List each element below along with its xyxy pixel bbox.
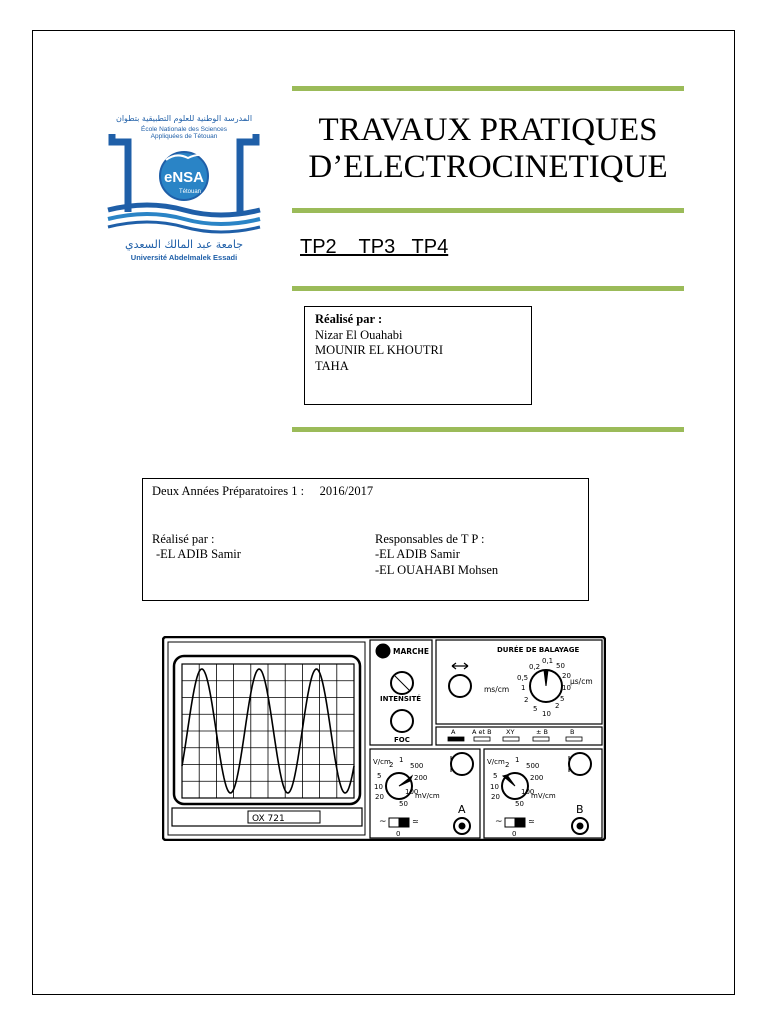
authors-box: [304, 306, 532, 405]
osc-vcm-b: V/cm: [487, 758, 505, 766]
info-box: [142, 478, 589, 601]
osc-volt-tick: 100: [405, 788, 419, 796]
osc-volt-tick: 2: [389, 761, 394, 769]
osc-volt-tick: 1: [399, 756, 404, 764]
logo-school-fr-1: École Nationale des Sciences: [141, 126, 227, 133]
osc-time-tick: 2: [555, 702, 560, 710]
logo-arabic-university: جامعة عبد المالك السعدي: [124, 238, 244, 251]
osc-volt-tick: 200: [414, 774, 428, 782]
osc-mode-label: ± B: [536, 728, 548, 736]
osc-vcm-a: V/cm: [373, 758, 391, 766]
osc-mvcm-a: mV/cm: [415, 792, 440, 800]
osc-channel-b: B: [576, 803, 584, 816]
author-name: TAHA: [315, 358, 349, 373]
osc-volt-tick: 10: [490, 783, 499, 791]
osc-volt-tick: 100: [521, 788, 535, 796]
osc-mode-label: XY: [506, 728, 515, 736]
osc-zero-a: 0: [396, 830, 401, 838]
authors-label: Réalisé par :: [315, 312, 383, 326]
author-name: Nizar El Ouahabi: [315, 327, 403, 342]
osc-channel-a: A: [458, 803, 466, 816]
osc-time-tick: 0,2: [529, 663, 541, 671]
osc-volt-tick: 20: [375, 793, 384, 801]
title-rule-bottom: [292, 427, 684, 432]
osc-time-tick: 10: [542, 710, 551, 718]
osc-mode-label: A et B: [472, 728, 492, 736]
responsables-label: Responsables de T P :: [375, 532, 485, 546]
logo-arabic-school: المدرسة الوطنية للعلوم التطبيقية بتطوان: [115, 114, 253, 123]
osc-ac-b: ~: [495, 817, 503, 827]
osc-volt-tick: 50: [399, 800, 408, 808]
osc-mode-label: B: [570, 728, 575, 736]
ensa-logo: [104, 112, 264, 266]
oscilloscope-illustration: [162, 636, 606, 841]
realise-label: Réalisé par :: [152, 532, 215, 546]
osc-us-cm: µs/cm: [570, 677, 593, 686]
osc-dc-a: ≃: [412, 817, 419, 826]
realise-name: -EL ADIB Samir: [156, 547, 241, 561]
title-rule-lower: [292, 286, 684, 291]
osc-ac-a: ~: [379, 817, 387, 827]
osc-volt-tick: 5: [377, 772, 382, 780]
osc-time-tick: 0,1: [542, 657, 554, 665]
osc-dc-b: ≃: [528, 817, 535, 826]
logo-ensa: eNSA: [163, 169, 205, 186]
logo-city: Tétouan: [178, 189, 202, 195]
osc-foc: FOC: [394, 736, 410, 744]
osc-ms-cm: ms/cm: [484, 685, 510, 694]
osc-time-tick: 2: [524, 696, 529, 704]
osc-mode-label: A: [451, 728, 456, 736]
osc-mvcm-b: mV/cm: [531, 792, 556, 800]
osc-volt-tick: 50: [515, 800, 524, 808]
osc-volt-tick: 500: [526, 762, 540, 770]
osc-volt-tick: 500: [410, 762, 424, 770]
logo-university-fr: Université Abdelmalek Essadi: [130, 253, 238, 262]
osc-model: OX 721: [252, 814, 285, 824]
osc-time-tick: 20: [562, 672, 571, 680]
academic-years: Deux Années Préparatoires 1 : 2016/2017: [152, 484, 374, 498]
osc-time-tick: 50: [556, 662, 565, 670]
osc-intensite: INTENSITÉ: [380, 695, 422, 703]
responsable-name: -EL ADIB Samir: [375, 547, 460, 561]
tp-list: TP2 TP3 TP4: [300, 236, 449, 258]
osc-zero-b: 0: [512, 830, 517, 838]
osc-volt-tick: 20: [491, 793, 500, 801]
osc-volt-tick: 5: [493, 772, 498, 780]
osc-volt-tick: 2: [505, 761, 510, 769]
osc-time-tick: 1: [521, 684, 526, 692]
osc-volt-tick: 10: [374, 783, 383, 791]
osc-marche: MARCHE: [393, 647, 429, 656]
title-rule-middle: [292, 208, 684, 213]
osc-volt-tick: 200: [530, 774, 544, 782]
title-line-2: D’ELECTROCINETIQUE: [308, 149, 668, 185]
osc-duree: DURÉE DE BALAYAGE: [497, 646, 580, 654]
osc-volt-tick: 1: [515, 756, 520, 764]
osc-time-tick: 5: [560, 695, 565, 703]
osc-time-tick: 10: [562, 684, 571, 692]
author-name: MOUNIR EL KHOUTRI: [315, 343, 443, 357]
osc-time-tick: 5: [533, 705, 538, 713]
responsable-name: -EL OUAHABI Mohsen: [375, 563, 499, 577]
osc-time-tick: 0,5: [517, 674, 529, 682]
title-line-1: TRAVAUX PRATIQUES: [318, 112, 658, 148]
logo-school-fr-2: Appliquées de Tétouan: [150, 133, 218, 140]
title-rule-top: [292, 86, 684, 91]
